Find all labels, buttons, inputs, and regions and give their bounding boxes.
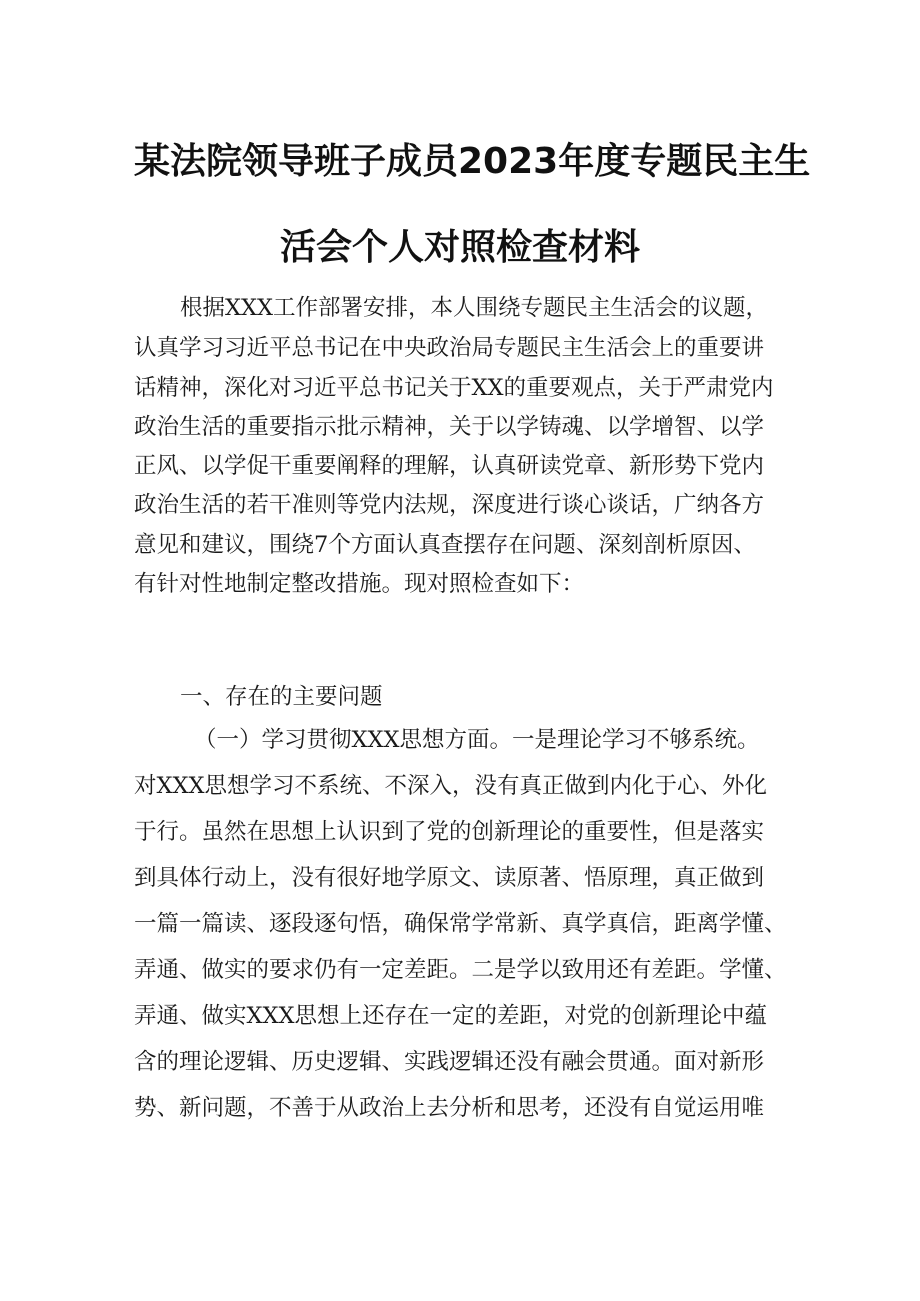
paragraph-line: 话精神，深化对习近平总书记关于XX的重要观点，关于严肃党内 — [134, 375, 774, 401]
paragraph-line: 弄通、做实XXX思想上还存在一定的差距，对党的创新理论中蕴 — [134, 1003, 768, 1029]
paragraph-line: 意见和建议，围绕7个方面认真查摆存在问题、深刻剖析原因、 — [134, 532, 756, 558]
paragraph-line: 含的理论逻辑、历史逻辑、实践逻辑还没有融会贯通。面对新形 — [134, 1049, 765, 1075]
paragraph-line: 有针对性地制定整改措施。现对照检查如下： — [134, 571, 585, 597]
document-title-line-1: 某法院领导班子成员2023年度专题民主生 — [134, 141, 811, 182]
paragraph-line: 于行。虽然在思想上认识到了党的创新理论的重要性，但是落实 — [134, 819, 765, 845]
section-heading-text: 一、存在的主要问题 — [180, 684, 383, 710]
paragraph-line: 到具体行动上，没有很好地学原文、读原著、悟原理，真正做到 — [134, 865, 765, 891]
document-title-line-2: 活会个人对照检查材料 — [279, 227, 640, 268]
paragraph-line: 对XXX思想学习不系统、不深入，没有真正做到内化于心、外化 — [134, 773, 768, 799]
paragraph-line: 一篇一篇读、逐段逐句悟，确保常学常新、真学真信，距离学懂、 — [134, 911, 787, 937]
paragraph-line: 根据XXX工作部署安排，本人围绕专题民主生活会的议题， — [180, 295, 769, 321]
paragraph-line: 认真学习习近平总书记在中央政治局专题民主生活会上的重要讲 — [134, 335, 765, 361]
paragraph-line: （一）学习贯彻XXX思想方面。一是理论学习不够系统。 — [194, 727, 760, 753]
paragraph-line: 弄通、做实的要求仍有一定差距。二是学以致用还有差距。学懂、 — [134, 957, 787, 983]
paragraph-line: 势、新问题，不善于从政治上去分析和思考，还没有自觉运用唯 — [134, 1095, 765, 1121]
paragraph-line: 正风、以学促干重要阐释的理解，认真研读党章、新形势下党内 — [134, 453, 765, 479]
paragraph-line: 政治生活的重要指示批示精神，关于以学铸魂、以学增智、以学 — [134, 414, 765, 440]
paragraph-line: 政治生活的若干准则等党内法规，深度进行谈心谈话，广纳各方 — [134, 492, 765, 518]
